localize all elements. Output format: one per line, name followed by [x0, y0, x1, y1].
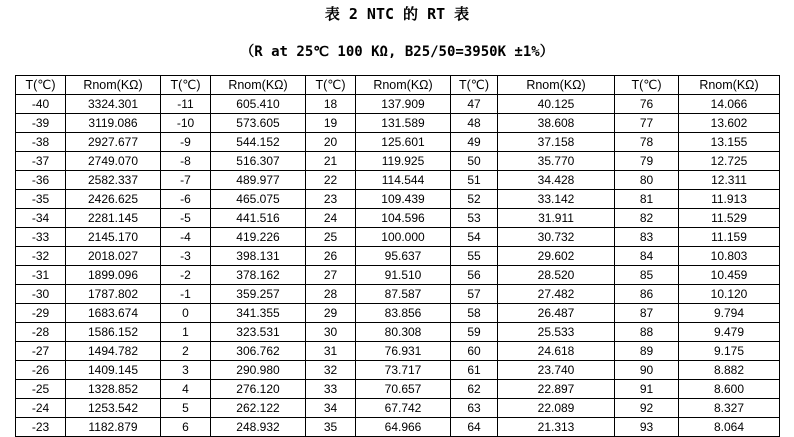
resistance-cell: 76.931 — [356, 342, 451, 361]
resistance-cell: 80.308 — [356, 323, 451, 342]
temperature-cell: 55 — [451, 247, 498, 266]
resistance-cell: 100.000 — [356, 228, 451, 247]
temperature-cell: -7 — [161, 171, 211, 190]
resistance-cell: 21.313 — [498, 418, 615, 437]
temperature-cell: 47 — [451, 95, 498, 114]
resistance-cell: 276.120 — [211, 380, 306, 399]
resistance-cell: 10.803 — [679, 247, 780, 266]
resistance-cell: 30.732 — [498, 228, 615, 247]
temperature-cell: 20 — [306, 133, 356, 152]
resistance-cell: 8.327 — [679, 399, 780, 418]
resistance-cell: 8.882 — [679, 361, 780, 380]
temperature-cell: -10 — [161, 114, 211, 133]
resistance-cell: 26.487 — [498, 304, 615, 323]
resistance-cell: 11.159 — [679, 228, 780, 247]
temperature-cell: 52 — [451, 190, 498, 209]
temperature-cell: 77 — [615, 114, 679, 133]
temperature-cell: 90 — [615, 361, 679, 380]
resistance-cell: 27.482 — [498, 285, 615, 304]
temperature-cell: 48 — [451, 114, 498, 133]
temperature-cell: 28 — [306, 285, 356, 304]
resistance-cell: 12.725 — [679, 152, 780, 171]
resistance-cell: 262.122 — [211, 399, 306, 418]
temperature-cell: 83 — [615, 228, 679, 247]
table-row — [16, 304, 780, 323]
resistance-cell: 22.089 — [498, 399, 615, 418]
temperature-cell: 4 — [161, 380, 211, 399]
temperature-cell: 59 — [451, 323, 498, 342]
rt-table — [15, 75, 780, 437]
resistance-cell: 33.142 — [498, 190, 615, 209]
temperature-cell: 54 — [451, 228, 498, 247]
resistance-cell: 1182.879 — [66, 418, 161, 437]
temperature-cell: 81 — [615, 190, 679, 209]
resistance-cell: 544.152 — [211, 133, 306, 152]
resistance-cell: 398.131 — [211, 247, 306, 266]
temperature-cell: -2 — [161, 266, 211, 285]
resistance-cell: 83.856 — [356, 304, 451, 323]
resistance-cell: 9.175 — [679, 342, 780, 361]
temperature-cell: 21 — [306, 152, 356, 171]
resistance-cell: 22.897 — [498, 380, 615, 399]
table-row — [16, 266, 780, 285]
temperature-cell: 61 — [451, 361, 498, 380]
resistance-cell: 1494.782 — [66, 342, 161, 361]
temperature-cell: -32 — [16, 247, 66, 266]
temperature-cell: -28 — [16, 323, 66, 342]
temperature-cell: 34 — [306, 399, 356, 418]
resistance-cell: 12.311 — [679, 171, 780, 190]
resistance-cell: 465.075 — [211, 190, 306, 209]
resistance-cell: 10.120 — [679, 285, 780, 304]
document-subtitle: （R at 25℃ 100 KΩ, B25/50=3950K ±1%） — [240, 44, 554, 60]
temperature-cell: 26 — [306, 247, 356, 266]
temperature-cell: -8 — [161, 152, 211, 171]
resistance-cell: 34.428 — [498, 171, 615, 190]
table-row — [16, 399, 780, 418]
document-title: 表 2 NTC 的 RT 表 — [324, 5, 470, 23]
temperature-cell: -30 — [16, 285, 66, 304]
resistance-cell: 70.657 — [356, 380, 451, 399]
temperature-cell: 78 — [615, 133, 679, 152]
temperature-cell: -6 — [161, 190, 211, 209]
temperature-cell: 58 — [451, 304, 498, 323]
temperature-cell: 57 — [451, 285, 498, 304]
temperature-cell: 79 — [615, 152, 679, 171]
resistance-cell: 67.742 — [356, 399, 451, 418]
resistance-cell: 1899.096 — [66, 266, 161, 285]
temperature-cell: -33 — [16, 228, 66, 247]
temperature-cell: 1 — [161, 323, 211, 342]
resistance-cell: 131.589 — [356, 114, 451, 133]
resistance-cell: 1586.152 — [66, 323, 161, 342]
temperature-cell: -23 — [16, 418, 66, 437]
resistance-cell: 35.770 — [498, 152, 615, 171]
resistance-cell: 8.600 — [679, 380, 780, 399]
resistance-cell: 104.596 — [356, 209, 451, 228]
resistance-cell: 11.913 — [679, 190, 780, 209]
resistance-cell: 64.966 — [356, 418, 451, 437]
temperature-cell: 24 — [306, 209, 356, 228]
resistance-cell: 10.459 — [679, 266, 780, 285]
temperature-cell: -29 — [16, 304, 66, 323]
table-row — [16, 209, 780, 228]
resistance-cell: 73.717 — [356, 361, 451, 380]
resistance-cell: 290.980 — [211, 361, 306, 380]
column-header-temperature: T(℃) — [615, 76, 679, 95]
table-row — [16, 380, 780, 399]
temperature-cell: 0 — [161, 304, 211, 323]
temperature-cell: 27 — [306, 266, 356, 285]
resistance-cell: 1409.145 — [66, 361, 161, 380]
resistance-cell: 3119.086 — [66, 114, 161, 133]
resistance-cell: 11.529 — [679, 209, 780, 228]
resistance-cell: 2749.070 — [66, 152, 161, 171]
temperature-cell: 84 — [615, 247, 679, 266]
resistance-cell: 2018.027 — [66, 247, 161, 266]
temperature-cell: 6 — [161, 418, 211, 437]
resistance-cell: 1683.674 — [66, 304, 161, 323]
temperature-cell: -3 — [161, 247, 211, 266]
column-header-temperature: T(℃) — [16, 76, 66, 95]
table-row — [16, 228, 780, 247]
resistance-cell: 489.977 — [211, 171, 306, 190]
resistance-cell: 2426.625 — [66, 190, 161, 209]
temperature-cell: 53 — [451, 209, 498, 228]
table-row — [16, 342, 780, 361]
resistance-cell: 114.544 — [356, 171, 451, 190]
resistance-cell: 248.932 — [211, 418, 306, 437]
resistance-cell: 8.064 — [679, 418, 780, 437]
resistance-cell: 323.531 — [211, 323, 306, 342]
resistance-cell: 13.155 — [679, 133, 780, 152]
temperature-cell: 60 — [451, 342, 498, 361]
resistance-cell: 28.520 — [498, 266, 615, 285]
resistance-cell: 109.439 — [356, 190, 451, 209]
resistance-cell: 14.066 — [679, 95, 780, 114]
temperature-cell: -31 — [16, 266, 66, 285]
temperature-cell: -38 — [16, 133, 66, 152]
resistance-cell: 38.608 — [498, 114, 615, 133]
resistance-cell: 378.162 — [211, 266, 306, 285]
temperature-cell: 35 — [306, 418, 356, 437]
temperature-cell: -40 — [16, 95, 66, 114]
resistance-cell: 2927.677 — [66, 133, 161, 152]
temperature-cell: 25 — [306, 228, 356, 247]
temperature-cell: 76 — [615, 95, 679, 114]
resistance-cell: 341.355 — [211, 304, 306, 323]
temperature-cell: 63 — [451, 399, 498, 418]
temperature-cell: 82 — [615, 209, 679, 228]
resistance-cell: 37.158 — [498, 133, 615, 152]
temperature-cell: -9 — [161, 133, 211, 152]
resistance-cell: 119.925 — [356, 152, 451, 171]
resistance-cell: 516.307 — [211, 152, 306, 171]
temperature-cell: 18 — [306, 95, 356, 114]
resistance-cell: 573.605 — [211, 114, 306, 133]
resistance-cell: 605.410 — [211, 95, 306, 114]
column-header-temperature: T(℃) — [306, 76, 356, 95]
temperature-cell: 5 — [161, 399, 211, 418]
resistance-cell: 1787.802 — [66, 285, 161, 304]
resistance-cell: 9.794 — [679, 304, 780, 323]
column-header-resistance: Rnom(KΩ) — [66, 76, 161, 95]
temperature-cell: 92 — [615, 399, 679, 418]
resistance-cell: 125.601 — [356, 133, 451, 152]
column-header-temperature: T(℃) — [161, 76, 211, 95]
temperature-cell: -25 — [16, 380, 66, 399]
resistance-cell: 24.618 — [498, 342, 615, 361]
column-header-temperature: T(℃) — [451, 76, 498, 95]
resistance-cell: 419.226 — [211, 228, 306, 247]
table-row — [16, 361, 780, 380]
temperature-cell: 56 — [451, 266, 498, 285]
resistance-cell: 2145.170 — [66, 228, 161, 247]
resistance-cell: 9.479 — [679, 323, 780, 342]
resistance-cell: 359.257 — [211, 285, 306, 304]
temperature-cell: 86 — [615, 285, 679, 304]
temperature-cell: -4 — [161, 228, 211, 247]
table-row — [16, 133, 780, 152]
resistance-cell: 1253.542 — [66, 399, 161, 418]
temperature-cell: -11 — [161, 95, 211, 114]
table-body — [16, 95, 780, 437]
resistance-cell: 306.762 — [211, 342, 306, 361]
column-header-resistance: Rnom(KΩ) — [679, 76, 780, 95]
temperature-cell: -37 — [16, 152, 66, 171]
temperature-cell: 32 — [306, 361, 356, 380]
temperature-cell: 22 — [306, 171, 356, 190]
temperature-cell: 91 — [615, 380, 679, 399]
resistance-cell: 95.637 — [356, 247, 451, 266]
temperature-cell: 30 — [306, 323, 356, 342]
temperature-cell: 80 — [615, 171, 679, 190]
resistance-cell: 2281.145 — [66, 209, 161, 228]
resistance-cell: 2582.337 — [66, 171, 161, 190]
temperature-cell: 33 — [306, 380, 356, 399]
temperature-cell: -24 — [16, 399, 66, 418]
temperature-cell: 23 — [306, 190, 356, 209]
resistance-cell: 31.911 — [498, 209, 615, 228]
temperature-cell: 51 — [451, 171, 498, 190]
resistance-cell: 137.909 — [356, 95, 451, 114]
resistance-cell: 23.740 — [498, 361, 615, 380]
table-row — [16, 247, 780, 266]
resistance-cell: 13.602 — [679, 114, 780, 133]
temperature-cell: 3 — [161, 361, 211, 380]
temperature-cell: -35 — [16, 190, 66, 209]
table-row — [16, 171, 780, 190]
table-row — [16, 418, 780, 437]
resistance-cell: 87.587 — [356, 285, 451, 304]
table-row — [16, 114, 780, 133]
column-header-resistance: Rnom(KΩ) — [211, 76, 306, 95]
temperature-cell: 50 — [451, 152, 498, 171]
temperature-cell: 29 — [306, 304, 356, 323]
resistance-cell: 1328.852 — [66, 380, 161, 399]
table-header-row — [16, 76, 780, 95]
temperature-cell: 2 — [161, 342, 211, 361]
temperature-cell: 19 — [306, 114, 356, 133]
table-row — [16, 285, 780, 304]
table-row — [16, 190, 780, 209]
temperature-cell: 88 — [615, 323, 679, 342]
resistance-cell: 40.125 — [498, 95, 615, 114]
temperature-cell: -5 — [161, 209, 211, 228]
temperature-cell: -1 — [161, 285, 211, 304]
temperature-cell: 64 — [451, 418, 498, 437]
temperature-cell: 85 — [615, 266, 679, 285]
table-row — [16, 323, 780, 342]
column-header-resistance: Rnom(KΩ) — [356, 76, 451, 95]
temperature-cell: -26 — [16, 361, 66, 380]
resistance-cell: 3324.301 — [66, 95, 161, 114]
temperature-cell: 87 — [615, 304, 679, 323]
temperature-cell: 89 — [615, 342, 679, 361]
resistance-cell: 91.510 — [356, 266, 451, 285]
temperature-cell: -39 — [16, 114, 66, 133]
temperature-cell: 62 — [451, 380, 498, 399]
temperature-cell: -27 — [16, 342, 66, 361]
table-row — [16, 95, 780, 114]
resistance-cell: 25.533 — [498, 323, 615, 342]
temperature-cell: 93 — [615, 418, 679, 437]
column-header-resistance: Rnom(KΩ) — [498, 76, 615, 95]
table-row — [16, 152, 780, 171]
temperature-cell: 31 — [306, 342, 356, 361]
temperature-cell: 49 — [451, 133, 498, 152]
resistance-cell: 29.602 — [498, 247, 615, 266]
resistance-cell: 441.516 — [211, 209, 306, 228]
temperature-cell: -34 — [16, 209, 66, 228]
temperature-cell: -36 — [16, 171, 66, 190]
